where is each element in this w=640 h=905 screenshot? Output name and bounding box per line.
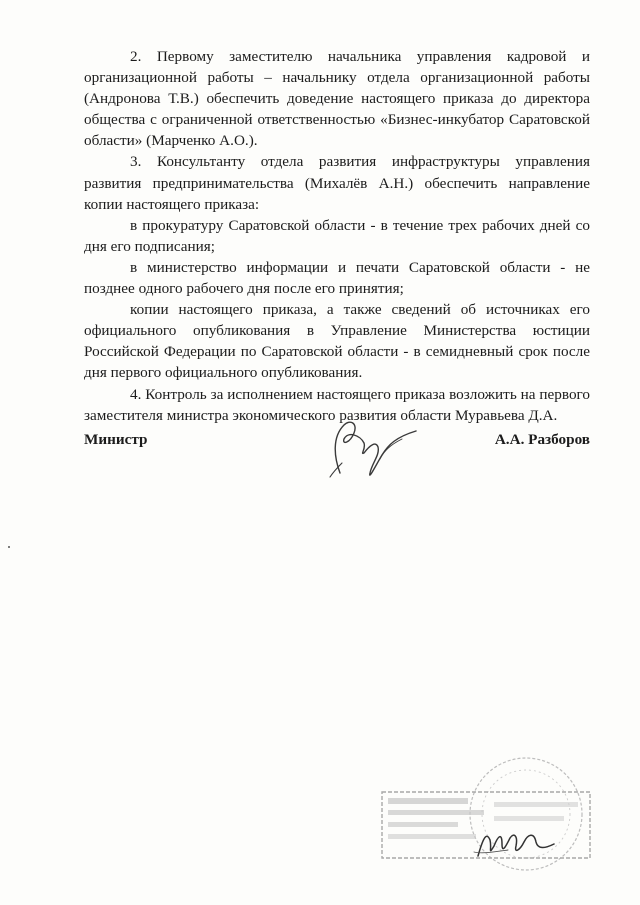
paragraph-ministry-justice: копии настоящего приказа, а также сведений об источниках его официального опубликования в Управление Министерства юстиции Российской Федерации по Саратовской области - в семидневный срок после дня первого официального опубликования.	[84, 301, 590, 382]
paragraph-ministry-information: в министерство информации и печати Саратовской области - не позднее одного рабочего дня после его принятия;	[84, 258, 590, 298]
signatory-title: Министр	[84, 431, 148, 448]
handwritten-signature	[320, 415, 420, 487]
signature-block	[84, 427, 590, 487]
paragraph-item-2: 2. Первому заместителю начальника управления кадровой и организационной работы – начальнику отдела организационной работы (Андронова Т.В.) обеспечить доведение настоящего приказа до директора общества с ограниченной ответственностью «Бизнес-инкубатор Саратовской области» (Марченко А.О.).	[84, 48, 590, 150]
document-body	[84, 46, 590, 426]
signatory-name: А.А. Разборов	[494, 431, 590, 448]
seal-stamp-with-initials	[378, 752, 618, 902]
paragraph-prosecutor: в прокуратуру Саратовской области - в течение трех рабочих дней со дня его подписания;	[84, 216, 590, 255]
paragraph-item-4: 4. Контроль за исполнением настоящего приказа возложить на первого заместителя министра экономического развития области Муравьева Д.А.	[84, 385, 590, 424]
scan-speck	[8, 546, 10, 548]
paragraph-item-3: 3. Консультанту отдела развития инфраструктуры управления развития предпринимательства (Михалёв А.Н.) обеспечить направление копии настоящего приказа:	[84, 153, 590, 213]
